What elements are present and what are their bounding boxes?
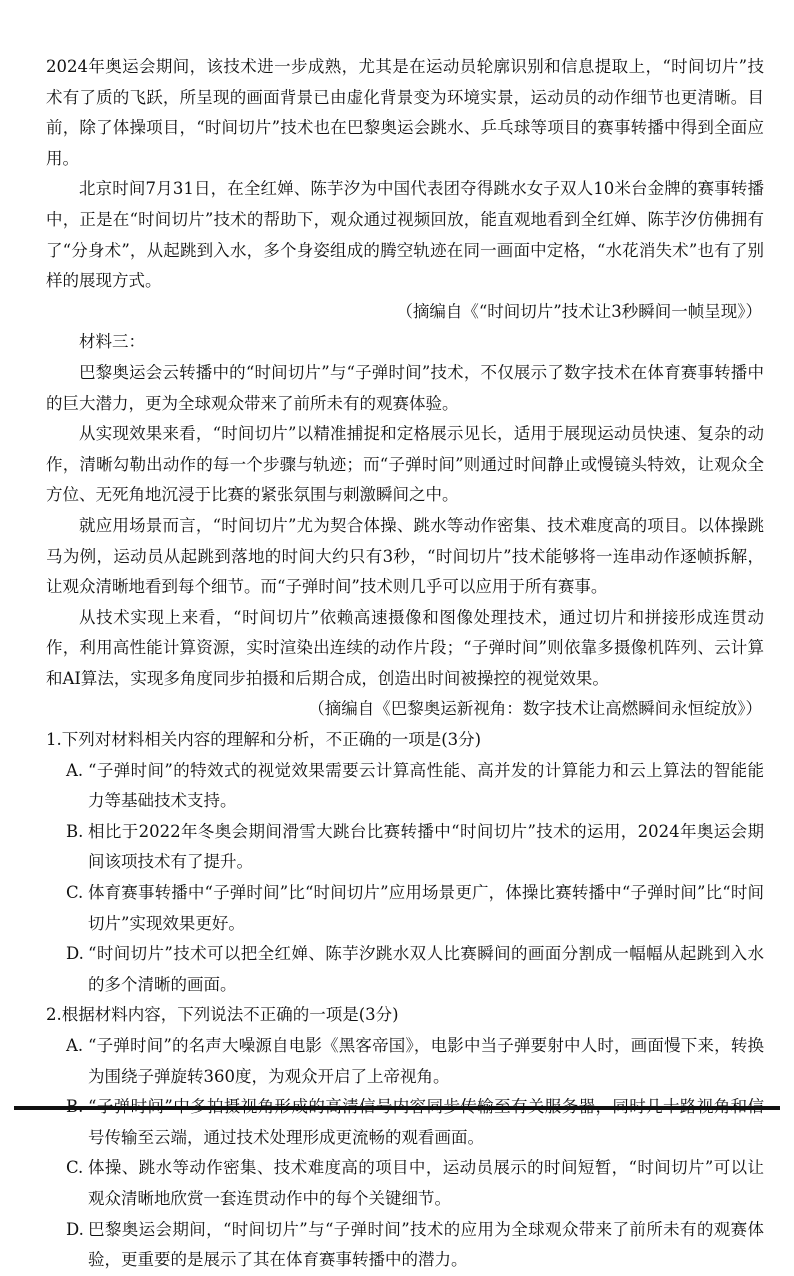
question-2-option-c[interactable] — [46, 1153, 764, 1214]
paragraph-m3-technology: 从技术实现上来看，“时间切片”依赖高速摄像和图像处理技术，通过切片和拼接形成连贯动作，利用高性能计算资源，实时渲染出连续的动作片段；“子弹时间”则依靠多摄像机阵列、云计算和AI算法，实现多角度同步拍摄和后期合成，创造出时间被操控的视觉效果。 — [46, 607, 764, 688]
page-bottom-rule — [14, 1106, 780, 1110]
option-letter: C. — [66, 883, 84, 903]
option-text: 号传输至云端，通过技术处理形成更流畅的观看画面。 — [88, 1127, 484, 1147]
question-1 — [46, 725, 764, 1000]
question-2-option-a[interactable] — [46, 1031, 764, 1092]
option-letter: D. — [66, 1219, 84, 1239]
option-text: “子弹时间”的名声大噪源自电影《黑客帝国》，电影中当子弹要射中人时，画面慢下来，转换为围绕子弹旋转360度，为观众开启了上帝视角。 — [88, 1036, 764, 1086]
option-letter: A. — [66, 760, 84, 780]
question-1-option-d[interactable] — [46, 939, 764, 1000]
option-letter: C. — [66, 1158, 84, 1178]
option-text: “子弹时间”的特效式的视觉效果需要云计算高性能、高并发的计算能力和云上算法的智能能力等基础技术支持。 — [88, 760, 764, 811]
option-text: 巴黎奥运会期间，“时间切片”与“子弹时间”技术的应用为全球观众带来了前所未有的观赛体验，更重要的是展示了其在体育赛事转播中的潜力。 — [88, 1219, 764, 1270]
material3-label: 材料三： — [79, 332, 145, 352]
option-text: 体操、跳水等动作密集、技术难度高的项目中，运动员展示的时间短暂，“时间切片”可以让观众清晰地欣赏一套连贯动作中的每个关键细节。 — [88, 1158, 764, 1208]
question-1-option-c[interactable] — [46, 878, 764, 939]
question-2-stem: 2.根据材料内容，下列说法不正确的一项是(3分) — [46, 1005, 399, 1025]
option-text: 相比于2022年冬奥会期间滑雪大跳台比赛转播中“时间切片”技术的运用，2024年奥运会期间该项技术有了提升。 — [88, 821, 764, 872]
option-letter: D. — [66, 944, 84, 964]
option-letter: B. — [66, 821, 84, 841]
question-1-option-a[interactable] — [46, 756, 764, 817]
option-letter — [66, 1092, 88, 1153]
paragraph-diving-broadcast: 北京时间7月31日，在全红婵、陈芋汐为中国代表团夺得跳水女子双人10米台金牌的赛事转播中，正是在“时间切片”技术的帮助下，观众通过视频回放，能直观地看到全红婵、陈芋汐仿佛拥有了“分身术”，从起跳到入水，多个身姿组成的腾空轨迹在同一画面中定格，“水花消失术”也有了别样的展现方式。 — [46, 179, 764, 291]
question-1-stem: 1.下列对材料相关内容的理解和分析，不正确的一项是(3分) — [46, 730, 482, 750]
question-2-option-b[interactable] — [46, 1092, 764, 1153]
question-2 — [46, 1000, 764, 1275]
paragraph-2024-olympics: 2024年奥运会期间，该技术进一步成熟，尤其是在运动员轮廓识别和信息提取上，“时间切片”技术有了质的飞跃，所呈现的画面背景已由虚化背景变为环境实景，运动员的动作细节也更清晰。目前，除了体操项目，“时间切片”技术也在巴黎奥运会跳水、乒乓球等项目的赛事转播中得到全面应用。 — [46, 57, 764, 168]
option-text: “时间切片”技术可以把全红婵、陈芋汐跳水双人比赛瞬间的画面分割成一幅幅从起跳到入水的多个清晰的画面。 — [88, 944, 764, 994]
source-citation-material3: （摘编自《巴黎奥运新视角：数字技术让高燃瞬间永恒绽放》） — [308, 699, 762, 719]
option-letter: A. — [66, 1036, 84, 1055]
paragraph-m3-effect: 从实现效果来看，“时间切片”以精准捕捉和定格展示见长，适用于展现运动员快速、复杂的动作，清晰勾勒出动作的每一个步骤与轨迹；而“子弹时间”则通过时间静止或慢镜头特效，让观众全方位、无死角地沉浸于比赛的紧张氛围与刺激瞬间之中。 — [46, 424, 764, 505]
question-2-option-d[interactable] — [46, 1215, 764, 1276]
source-citation-material2: （摘编自《“时间切片”技术让3秒瞬间一帧呈现》） — [396, 301, 762, 321]
paragraph-m3-intro: 巴黎奥运会云转播中的“时间切片”与“子弹时间”技术，不仅展示了数字技术在体育赛事转播中的巨大潜力，更为全球观众带来了前所未有的观赛体验。 — [46, 362, 764, 413]
paragraph-m3-scenario: 就应用场景而言，“时间切片”尤为契合体操、跳水等动作密集、技术难度高的项目。以体操跳马为例，运动员从起跳到落地的时间大约只有3秒，“时间切片”技术能够将一连串动作逐帧拆解，让观众清晰地看到每个细节。而“子弹时间”技术则几乎可以应用于所有赛事。 — [46, 515, 764, 597]
option-text: 体育赛事转播中“子弹时间”比“时间切片”应用场景更广，体操比赛转播中“子弹时间”比“时间切片”实现效果更好。 — [88, 883, 764, 933]
question-1-option-b[interactable] — [46, 817, 764, 878]
